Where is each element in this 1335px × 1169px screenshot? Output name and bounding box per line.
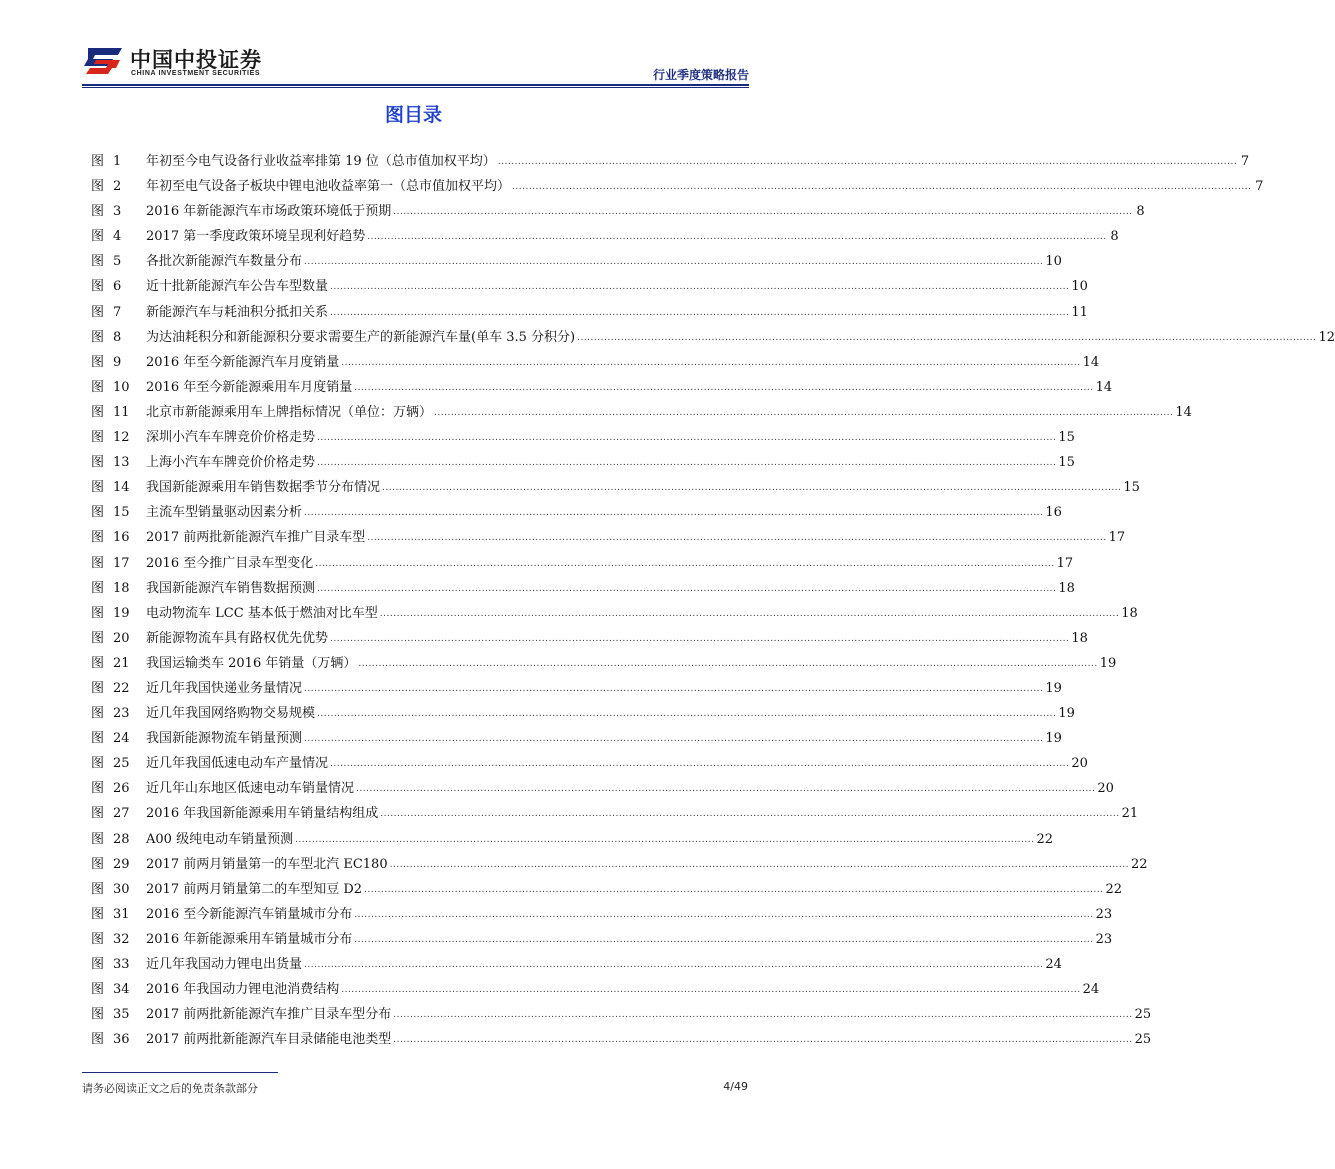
toc-entry-leader: ............................................................................................................................................................................................................................ [317,709,1057,720]
toc-entry-prefix: 图 [91,279,105,295]
toc-entry-page: 25 [1134,1032,1152,1048]
toc-entry-number: 35 [113,1007,130,1023]
toc-entry-leader: ............................................................................................................................................................................................................................ [389,859,1129,870]
toc-entry-leader: ............................................................................................................................................................................................................................ [434,407,1174,418]
toc-entry-prefix: 图 [91,831,105,847]
toc-entry-number: 15 [113,505,130,521]
toc-entry-page: 15 [1058,455,1075,471]
toc-entry-number: 34 [113,982,130,998]
toc-entry[interactable] [91,777,1114,802]
toc-entry-prefix: 图 [91,806,105,822]
toc-entry-page: 20 [1071,756,1088,772]
toc-entry-number: 13 [113,455,130,471]
toc-entry-number: 3 [113,204,122,220]
toc-entry-prefix: 图 [91,982,105,998]
toc-entry[interactable] [91,175,1264,200]
toc-entry-leader: ............................................................................................................................................................................................................................ [354,382,1094,393]
toc-entry-prefix: 图 [91,881,105,897]
toc-entry-prefix: 图 [91,931,105,947]
toc-entry-number: 30 [113,881,130,897]
toc-entry-title: 近几年山东地区低速电动车销量情况 [146,781,355,797]
toc-entry-number: 14 [113,480,130,496]
toc-entry-leader: ............................................................................................................................................................................................................................ [304,257,1044,268]
toc-entry-leader: ............................................................................................................................................................................................................................ [295,834,1035,845]
toc-entry-prefix: 图 [91,655,105,671]
toc-entry-title: 近几年我国网络购物交易规模 [146,706,316,722]
toc-entry-page: 10 [1045,254,1062,270]
toc-entry-page: 15 [1058,430,1075,446]
toc-entry-title: 近十批新能源汽车公告车型数量 [146,279,329,295]
toc-entry-number: 27 [113,806,130,822]
toc-entry-leader: ............................................................................................................................................................................................................................ [367,533,1107,544]
toc-entry[interactable] [91,200,1145,225]
toc-title: 图目录 [384,104,442,126]
toc-entry-prefix: 图 [91,379,105,395]
toc-entry[interactable] [91,250,1062,275]
toc-entry-number: 28 [113,831,130,847]
toc-entry-leader: ............................................................................................................................................................................................................................ [304,960,1044,970]
toc-entry-page: 22 [1131,856,1148,872]
toc-entry[interactable] [91,1028,1152,1053]
toc-entry-leader: ............................................................................................................................................................................................................................ [379,608,1120,619]
toc-entry-title: 北京市新能源乘用车上牌指标情况（单位：万辆） [146,404,433,420]
toc-entry-number: 26 [113,781,130,797]
toc-entry[interactable] [91,802,1139,827]
toc-entry-prefix: 图 [91,580,105,596]
toc-entry-leader: ............................................................................................................................................................................................................................ [317,458,1057,469]
toc-entry-number: 11 [113,404,130,420]
toc-entry-page: 7 [1255,179,1264,195]
toc-entry-title: 主流车型销量驱动因素分析 [146,505,303,521]
toc-entry-page: 24 [1045,957,1062,972]
toc-entry-page: 16 [1045,505,1062,521]
toc-entry-page: 22 [1036,831,1054,847]
toc-entry-leader: ............................................................................................................................................................................................................................ [330,282,1070,293]
toc-entry-page: 19 [1045,680,1062,696]
toc-entry-number: 8 [113,329,122,345]
toc-entry-page: 11 [1071,304,1088,320]
toc-entry-number: 33 [113,957,130,972]
toc-entry-page: 25 [1134,1007,1152,1023]
toc-entry-prefix: 图 [91,555,105,571]
toc-entry-title: 为达油耗积分和新能源积分要求需要生产的新能源汽车量(单车 3.5 分积分) [146,329,576,345]
toc-entry-number: 2 [113,179,122,195]
toc-entry-page: 14 [1082,354,1100,370]
toc-entry-title: 2017 前两批新能源汽车推广目录车型 [146,530,366,546]
toc-entry-prefix: 图 [91,605,105,621]
toc-entry-page: 24 [1082,982,1100,998]
toc-entry[interactable] [91,928,1113,953]
toc-entry-number: 31 [113,906,130,922]
toc-entry[interactable] [91,326,1335,351]
toc-entry-page: 10 [1071,279,1088,295]
toc-entry-prefix: 图 [91,1007,105,1023]
toc-entry-number: 25 [113,756,130,772]
toc-entry-prefix: 图 [91,505,105,521]
page-number: 4/49 [723,1080,748,1093]
toc-entry[interactable] [91,526,1126,551]
page-header [0,0,827,90]
toc-entry-prefix: 图 [91,354,105,370]
toc-entry-prefix: 图 [91,204,105,220]
footer-divider [82,1072,278,1073]
toc-entry-page: 19 [1058,706,1075,722]
toc-entry-page: 18 [1121,605,1138,621]
toc-entry-number: 21 [113,655,130,671]
toc-entry-page: 20 [1097,781,1114,797]
toc-entry-number: 12 [113,430,130,446]
toc-entry-title: 我国新能源乘用车销售数据季节分布情况 [146,480,381,496]
toc-entry-prefix: 图 [91,254,105,270]
toc-entry-number: 19 [113,605,130,621]
toc-entry-prefix: 图 [91,756,105,772]
toc-entry[interactable] [91,953,1062,978]
toc-entry-leader: ............................................................................................................................................................................................................................ [330,759,1070,770]
toc-entry-title: 2017 前两月销量第二的车型知豆 D2 [146,881,363,897]
toc-entry-page: 23 [1095,931,1113,947]
toc-entry[interactable] [91,903,1113,928]
toc-entry-leader: ............................................................................................................................................................................................................................ [330,633,1070,644]
toc-entry[interactable] [91,150,1250,175]
toc-entry-leader: ............................................................................................................................................................................................................................ [393,1010,1133,1021]
toc-entry-page: 12 [1318,329,1335,345]
toc-entry-number: 4 [113,229,122,245]
toc-entry-title: 2016 年至今新能源乘用车月度销量 [146,379,353,395]
toc-entry-title: 2016 年我国新能源乘用车销量结构组成 [146,806,379,822]
toc-entry[interactable] [91,627,1088,652]
toc-entry-prefix: 图 [91,480,105,496]
toc-entry-prefix: 图 [91,856,105,872]
header-divider [82,84,749,86]
toc-entry-leader: ............................................................................................................................................................................................................................ [393,207,1133,218]
toc-entry-leader: ............................................................................................................................................................................................................................ [577,332,1317,343]
toc-entry-prefix: 图 [91,329,105,345]
toc-entry-title: 我国运输类车 2016 年销量（万辆） [146,655,357,671]
toc-entry[interactable] [91,602,1138,627]
toc-entry-prefix: 图 [91,430,105,446]
toc-entry[interactable] [91,552,1074,577]
toc-entry-page: 15 [1123,480,1140,496]
toc-entry-title: 我国新能源汽车销售数据预测 [146,580,316,596]
toc-entry-leader: ............................................................................................................................................................................................................................ [364,884,1104,895]
toc-entry-title: 近几年我国动力锂电出货量 [146,957,303,972]
toc-entry-title: 上海小汽车车牌竞价价格走势 [146,455,316,471]
toc-entry-page: 21 [1121,806,1139,822]
toc-entry-number: 6 [113,279,122,295]
toc-entry[interactable] [91,401,1192,426]
figure-list [91,150,1335,1053]
toc-entry[interactable] [91,878,1122,903]
company-name-cn: 中国中投证券 [130,48,262,72]
toc-entry-number: 23 [113,706,130,722]
toc-entry[interactable] [91,351,1100,376]
toc-entry-title: 深圳小汽车车牌竞价价格走势 [146,430,316,446]
toc-entry[interactable] [91,225,1119,250]
toc-entry-leader: ............................................................................................................................................................................................................................ [367,232,1107,243]
toc-entry[interactable] [91,275,1088,300]
toc-entry-prefix: 图 [91,530,105,546]
toc-entry[interactable] [91,702,1075,727]
toc-entry-page: 8 [1110,229,1119,245]
toc-entry-page: 17 [1108,530,1126,546]
toc-entry-title: 各批次新能源汽车数量分布 [146,254,303,270]
toc-entry-title: 2016 年我国动力锂电池消费结构 [146,982,340,998]
toc-entry-page: 23 [1095,906,1113,922]
toc-entry-title: 新能源汽车与耗油积分抵扣关系 [146,304,329,320]
toc-entry[interactable] [91,451,1075,476]
toc-entry-title: 我国新能源物流车销量预测 [146,731,303,747]
toc-entry[interactable] [91,501,1062,526]
toc-entry-prefix: 图 [91,906,105,922]
toc-entry-leader: ............................................................................................................................................................................................................................ [304,734,1044,745]
toc-entry-number: 24 [113,731,130,747]
toc-entry-leader: ............................................................................................................................................................................................................................ [315,558,1055,569]
toc-entry-leader: ............................................................................................................................................................................................................................ [380,809,1120,820]
toc-entry-title: 2017 前两批新能源汽车推广目录车型分布 [146,1007,392,1023]
toc-entry-leader: ............................................................................................................................................................................................................................ [358,658,1098,669]
toc-entry-title: A00 级纯电动车销量预测 [146,831,294,847]
toc-entry-leader: ............................................................................................................................................................................................................................ [382,483,1122,494]
toc-entry-page: 22 [1105,881,1122,897]
toc-entry-number: 10 [113,379,130,395]
toc-entry-title: 近几年我国低速电动车产量情况 [146,756,329,772]
toc-entry-number: 18 [113,580,130,596]
toc-entry-page: 18 [1071,630,1088,646]
toc-entry-title: 2017 前两批新能源汽车目录储能电池类型 [146,1032,392,1048]
toc-entry-title: 2016 年新能源汽车市场政策环境低于预期 [146,204,392,220]
toc-entry-number: 7 [113,304,122,320]
toc-entry[interactable] [91,727,1062,752]
toc-entry-number: 17 [113,555,130,571]
toc-entry-page: 14 [1175,404,1192,420]
toc-entry-prefix: 图 [91,229,105,245]
toc-entry-number: 22 [113,680,130,696]
company-logo [82,46,292,76]
toc-entry-leader: ............................................................................................................................................................................................................................ [317,433,1057,444]
toc-entry-leader: ............................................................................................................................................................................................................................ [512,182,1252,193]
toc-entry-title: 年初至今电气设备行业收益率排第 19 位（总市值加权平均） [146,154,496,169]
toc-entry-title: 电动物流车 LCC 基本低于燃油对比车型 [146,605,378,621]
toc-entry-number: 16 [113,530,130,546]
toc-entry-page: 19 [1045,731,1062,747]
toc-entry[interactable] [91,476,1140,501]
report-type-label: 行业季度策略报告 [652,68,749,82]
toc-entry-leader: ............................................................................................................................................................................................................................ [354,934,1094,945]
company-logo-icon [82,46,126,76]
toc-entry-prefix: 图 [91,680,105,696]
toc-entry-prefix: 图 [91,154,105,169]
toc-entry-prefix: 图 [91,731,105,747]
header-divider-thin [82,87,749,88]
toc-entry-title: 新能源物流车具有路权优先优势 [146,630,329,646]
toc-entry-prefix: 图 [91,1032,105,1048]
toc-entry[interactable] [91,577,1075,602]
toc-entry-title: 2017 前两月销量第一的车型北汽 EC180 [146,856,388,872]
toc-entry[interactable] [91,853,1148,878]
toc-entry[interactable] [91,828,1054,853]
toc-entry[interactable] [91,978,1100,1003]
toc-entry-leader: ............................................................................................................................................................................................................................ [356,784,1096,795]
footer-disclaimer: 请务必阅读正文之后的免责条款部分 [82,1082,258,1095]
toc-entry-prefix: 图 [91,957,105,972]
toc-entry-title: 2016 至今推广目录车型变化 [146,555,314,571]
toc-entry-leader: ............................................................................................................................................................................................................................ [330,307,1070,318]
toc-entry-leader: ............................................................................................................................................................................................................................ [393,1035,1133,1046]
toc-entry[interactable] [91,652,1117,677]
toc-entry-leader: ............................................................................................................................................................................................................................ [341,985,1081,996]
toc-entry-number: 29 [113,856,130,872]
toc-entry-title: 2017 第一季度政策环境呈现利好趋势 [146,229,366,245]
toc-entry[interactable] [91,301,1088,326]
toc-entry-title: 2016 年至今新能源汽车月度销量 [146,354,340,370]
toc-entry-number: 32 [113,931,130,947]
toc-entry[interactable] [91,677,1062,702]
toc-entry-leader: ............................................................................................................................................................................................................................ [304,683,1044,694]
toc-entry-leader: ............................................................................................................................................................................................................................ [304,508,1044,519]
toc-entry-prefix: 图 [91,179,105,195]
toc-entry-number: 5 [113,254,122,270]
toc-entry-number: 1 [113,154,122,169]
toc-entry-title: 2016 年新能源乘用车销量城市分布 [146,931,353,947]
toc-entry-page: 8 [1136,204,1145,220]
toc-entry-title: 年初至电气设备子板块中锂电池收益率第一（总市值加权平均） [146,179,511,195]
toc-entry-page: 14 [1095,379,1113,395]
toc-entry-number: 9 [113,354,122,370]
toc-entry-prefix: 图 [91,404,105,420]
toc-entry-page: 18 [1058,580,1075,596]
toc-entry-leader: ............................................................................................................................................................................................................................ [354,909,1094,920]
toc-entry-page: 19 [1099,655,1117,671]
toc-entry-page: 7 [1240,154,1250,169]
toc-entry-prefix: 图 [91,455,105,471]
toc-entry-leader: ............................................................................................................................................................................................................................ [497,157,1238,167]
toc-entry[interactable] [91,752,1088,777]
toc-entry[interactable] [91,1003,1152,1028]
toc-entry[interactable] [91,376,1113,401]
toc-entry-title: 近几年我国快递业务量情况 [146,680,303,696]
toc-entry-number: 36 [113,1032,130,1048]
company-name-en: CHINA INVESTMENT SECURITIES [131,70,261,77]
toc-entry-title: 2016 至今新能源汽车销量城市分布 [146,906,353,922]
toc-entry-prefix: 图 [91,706,105,722]
toc-entry-prefix: 图 [91,304,105,320]
toc-entry-prefix: 图 [91,781,105,797]
toc-entry-number: 20 [113,630,130,646]
toc-entry-prefix: 图 [91,630,105,646]
toc-entry-page: 17 [1056,555,1074,571]
toc-entry-leader: ............................................................................................................................................................................................................................ [317,583,1057,594]
toc-entry-leader: ............................................................................................................................................................................................................................ [341,357,1081,368]
toc-entry[interactable] [91,426,1075,451]
